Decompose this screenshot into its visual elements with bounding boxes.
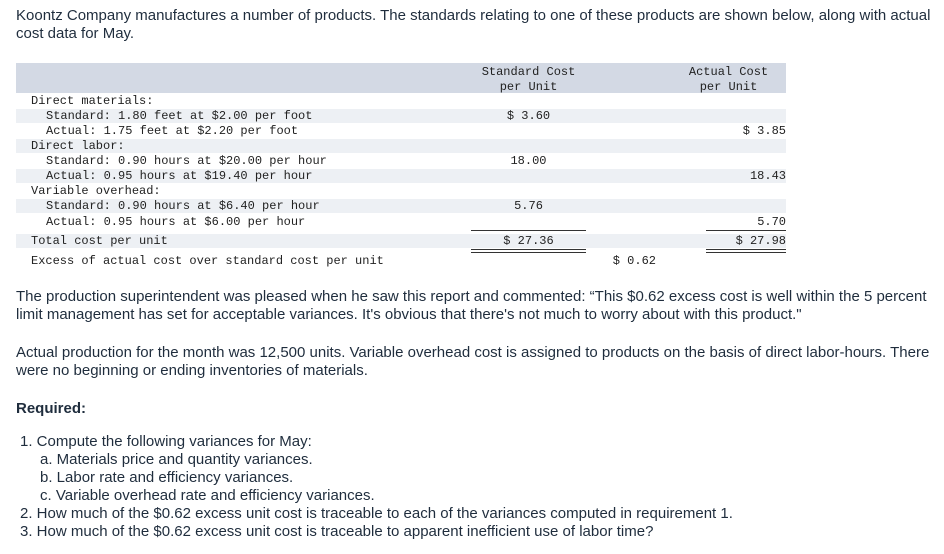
dl-std-label: Standard: 0.90 hours at $20.00 per hour <box>46 154 327 168</box>
dl-act-value: 18.43 <box>749 169 786 183</box>
table-row <box>16 154 786 168</box>
total-act-value: $ 27.98 <box>735 234 786 248</box>
vo-label: Variable overhead: <box>31 184 161 198</box>
act-total-rule-2 <box>706 252 786 253</box>
paragraph-production: Actual production for the month was 12,500 units. Variable overhead cost is assigned to products on the basis of direct labor-hours. There were no beginning or ending inventories of materials. <box>16 344 930 379</box>
paragraph-superintendent: The production superintendent was pleased when he saw this report and commented: “This $0.62 excess cost is well within the 5 percent limit management has set for acceptable variances. It's obvious that there's not much to worry about with this product." <box>16 288 927 323</box>
excess-value: $ 0.62 <box>612 254 656 268</box>
actual-cost-header: Actual Cost per Unit <box>688 65 769 94</box>
table-row <box>16 124 786 138</box>
table-row <box>16 94 786 108</box>
vo-act-value: 5.70 <box>757 215 786 229</box>
total-label: Total cost per unit <box>31 234 168 248</box>
act-total-rule-1 <box>706 249 786 250</box>
intro-text: Koontz Company manufactures a number of products. The standards relating to one of these products are shown below, along with actual cost data for May. <box>16 7 931 42</box>
question-1a: a. Materials price and quantity variances. <box>40 451 313 468</box>
table-row <box>16 109 786 123</box>
act-subtotal-rule <box>706 230 786 231</box>
required-heading: Required: <box>16 400 87 417</box>
dm-std-label: Standard: 1.80 feet at $2.00 per foot <box>46 109 313 123</box>
table-row <box>16 215 786 229</box>
table-row <box>16 169 786 183</box>
dm-act-value: $ 3.85 <box>742 124 786 138</box>
table-row <box>16 199 786 213</box>
std-total-rule-1 <box>471 249 586 250</box>
dl-std-value: 18.00 <box>510 154 547 168</box>
question-1: 1. Compute the following variances for May: <box>20 433 312 450</box>
question-2: 2. How much of the $0.62 excess unit cost is traceable to each of the variances computed in requirement 1. <box>20 505 733 522</box>
excess-label: Excess of actual cost over standard cost per unit <box>31 254 384 268</box>
questions-list <box>20 433 733 541</box>
total-std-value: $ 27.36 <box>503 234 554 248</box>
dm-label: Direct materials: <box>31 94 154 108</box>
vo-std-label: Standard: 0.90 hours at $6.40 per hour <box>46 199 320 213</box>
question-1c: c. Variable overhead rate and efficiency variances. <box>40 487 375 504</box>
std-subtotal-rule <box>471 230 586 231</box>
standard-cost-header: Standard Cost per Unit <box>481 65 576 94</box>
vo-act-label: Actual: 0.95 hours at $6.00 per hour <box>46 215 306 229</box>
table-row <box>16 139 786 153</box>
question-3: 3. How much of the $0.62 excess unit cost is traceable to apparent inefficient use of labor time? <box>20 523 654 540</box>
dm-act-label: Actual: 1.75 feet at $2.20 per foot <box>46 124 299 138</box>
dl-act-label: Actual: 0.95 hours at $19.40 per hour <box>46 169 313 183</box>
std-total-rule-2 <box>471 252 586 253</box>
question-1b: b. Labor rate and efficiency variances. <box>40 469 294 486</box>
table-row <box>16 254 786 268</box>
dm-std-value: $ 3.60 <box>506 109 551 123</box>
dl-label: Direct labor: <box>31 139 125 153</box>
table-row <box>16 234 786 248</box>
vo-std-value: 5.76 <box>514 199 543 213</box>
table-row <box>16 184 786 198</box>
